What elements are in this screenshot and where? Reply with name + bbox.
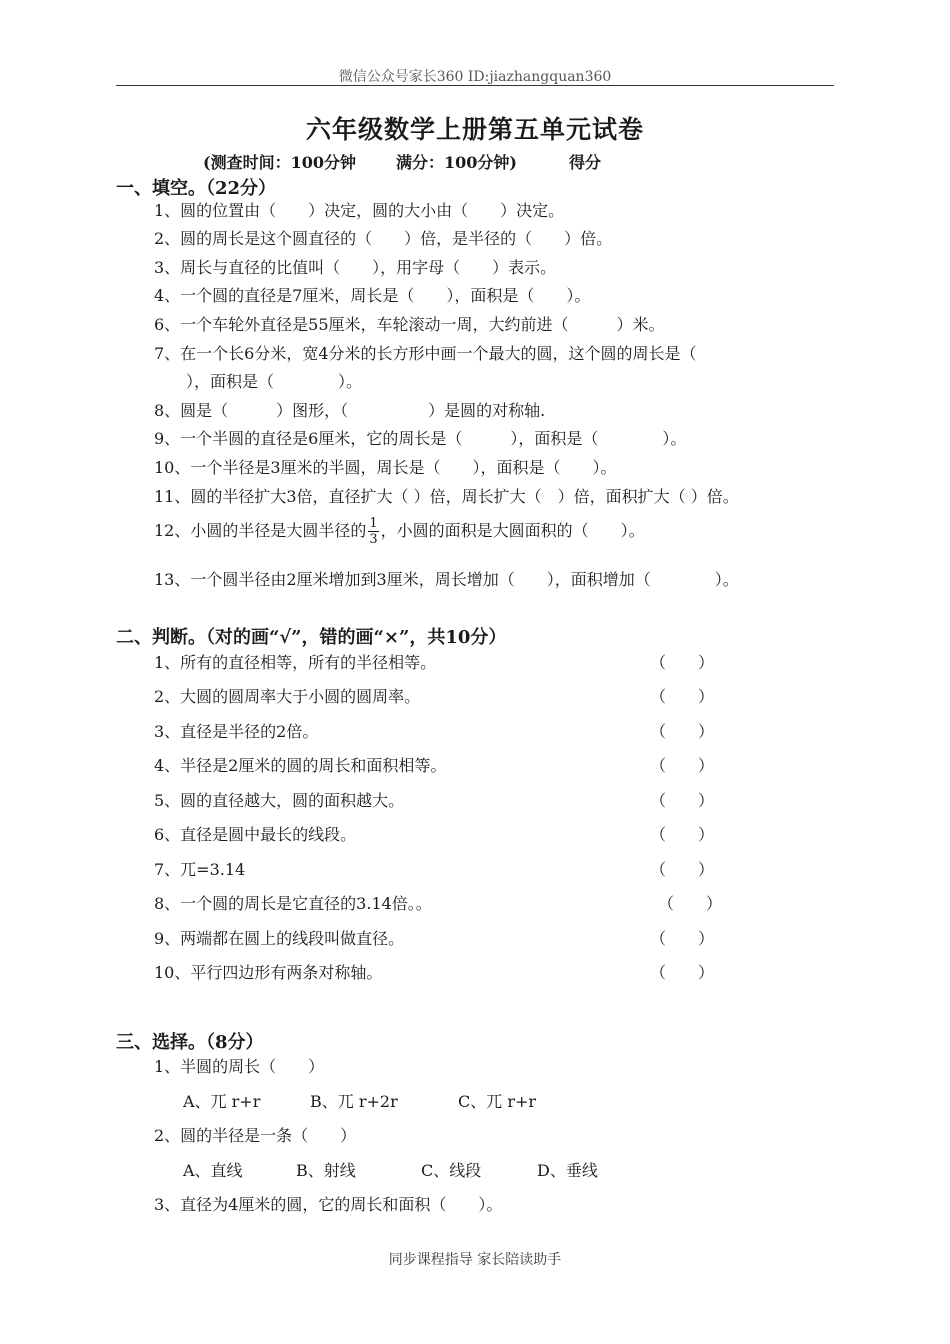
fill-item: 11、圆的半径扩大3倍，直径扩大（ ）倍，周长扩大（ ）倍，面积扩大（ ）倍。: [154, 487, 739, 506]
fraction-denominator: 3: [369, 532, 378, 547]
judge-item: 2、大圆的圆周率大于小圆的圆周率。: [154, 687, 421, 706]
choice-option: A、兀 r+r: [183, 1092, 261, 1111]
answer-blank: （ ）: [650, 825, 715, 844]
fill-item: 1、圆的位置由（ ）决定，圆的大小由（ ）决定。: [154, 201, 565, 220]
choice-option: C、线段: [421, 1161, 482, 1180]
choice-option: D、垂线: [537, 1161, 598, 1180]
fraction-one-third: [368, 516, 378, 547]
judge-item: 3、直径是半径的2倍。: [154, 722, 319, 741]
fill-item: 10、一个半径是3厘米的半圆，周长是（ ），面积是（ ）。: [154, 458, 617, 477]
section-fill-heading: 一、填空。（22分）: [116, 178, 277, 199]
answer-blank: （ ）: [650, 963, 715, 982]
fill-item-12: [154, 516, 645, 547]
fill-item: 7、在一个长6分米，宽4分米的长方形中画一个最大的圆，这个圆的周长是（: [154, 344, 697, 363]
judge-item: 5、圆的直径越大，圆的面积越大。: [154, 791, 405, 810]
judge-item: 7、兀=3.14: [154, 860, 246, 879]
answer-blank: （ ）: [650, 860, 715, 879]
fill-item: 8、圆是（ ）图形，（ ）是圆的对称轴.: [154, 401, 546, 420]
exam-time: (测查时间：100分钟: [203, 153, 356, 172]
judge-item: 1、所有的直径相等，所有的半径相等。: [154, 653, 437, 672]
judge-item: 4、半径是2厘米的圆的周长和面积相等。: [154, 756, 447, 775]
choice-question-1: 1、半圆的周长（ ）: [154, 1057, 325, 1076]
fill-item-12-before: 12、小圆的半径是大圆半径的: [154, 521, 367, 540]
fill-item: 9、一个半圆的直径是6厘米，它的周长是（ ），面积是（ ）。: [154, 429, 687, 448]
section-choice-heading: 三、选择。（8分）: [116, 1032, 264, 1053]
exam-score-label: 得分: [568, 153, 601, 172]
fill-item-12-after: ，小圆的面积是大圆面积的（ ）。: [380, 521, 645, 540]
fill-item: 4、一个圆的直径是7厘米，周长是（ ），面积是（ ）。: [154, 286, 591, 305]
exam-full-score: 满分：100分钟): [395, 153, 517, 172]
fraction-numerator: 1: [369, 516, 378, 531]
answer-blank: （ ）: [658, 894, 723, 913]
answer-blank: （ ）: [650, 791, 715, 810]
page-footer: 同步课程指导 家长陪读助手: [388, 1252, 562, 1268]
fill-item-continuation: ），面积是（ ）。: [154, 372, 363, 391]
answer-blank: （ ）: [650, 756, 715, 775]
judge-item: 6、直径是圆中最长的线段。: [154, 825, 357, 844]
fill-item: 13、一个圆半径由2厘米增加到3厘米，周长增加（ ），面积增加（ ）。: [154, 570, 739, 589]
fill-item: 3、周长与直径的比值叫（ ），用字母（ ）表示。: [154, 258, 557, 277]
choice-question-2: 2、圆的半径是一条（ ）: [154, 1126, 357, 1145]
answer-blank: （ ）: [650, 929, 715, 948]
answer-blank: （ ）: [650, 687, 715, 706]
answer-blank: （ ）: [650, 653, 715, 672]
choice-option: C、兀 r+r: [458, 1092, 537, 1111]
answer-blank: （ ）: [650, 722, 715, 741]
exam-info: [203, 150, 601, 173]
judge-item: 10、平行四边形有两条对称轴。: [154, 963, 383, 982]
choice-option: B、兀 r+2r: [310, 1092, 398, 1111]
page-title: 六年级数学上册第五单元试卷: [305, 115, 644, 144]
judge-item: 8、一个圆的周长是它直径的3.14倍。。: [154, 894, 432, 913]
fill-item: 6、一个车轮外直径是55厘米，车轮滚动一周，大约前进（ ）米。: [154, 315, 665, 334]
header-rule: [116, 85, 834, 86]
fill-item: 2、圆的周长是这个圆直径的（ ）倍，是半径的（ ）倍。: [154, 229, 613, 248]
section-judge-heading: 二、判断。（对的画“√”，错的画“×”，共10分）: [116, 627, 507, 648]
choice-option: A、直线: [183, 1161, 243, 1180]
choice-option: B、射线: [296, 1161, 356, 1180]
judge-item: 9、两端都在圆上的线段叫做直径。: [154, 929, 405, 948]
choice-question-3: 3、直径为4厘米的圆，它的周长和面积（ ）。: [154, 1195, 503, 1214]
page-header: 微信公众号家长360 ID:jiazhangquan360: [338, 69, 612, 85]
